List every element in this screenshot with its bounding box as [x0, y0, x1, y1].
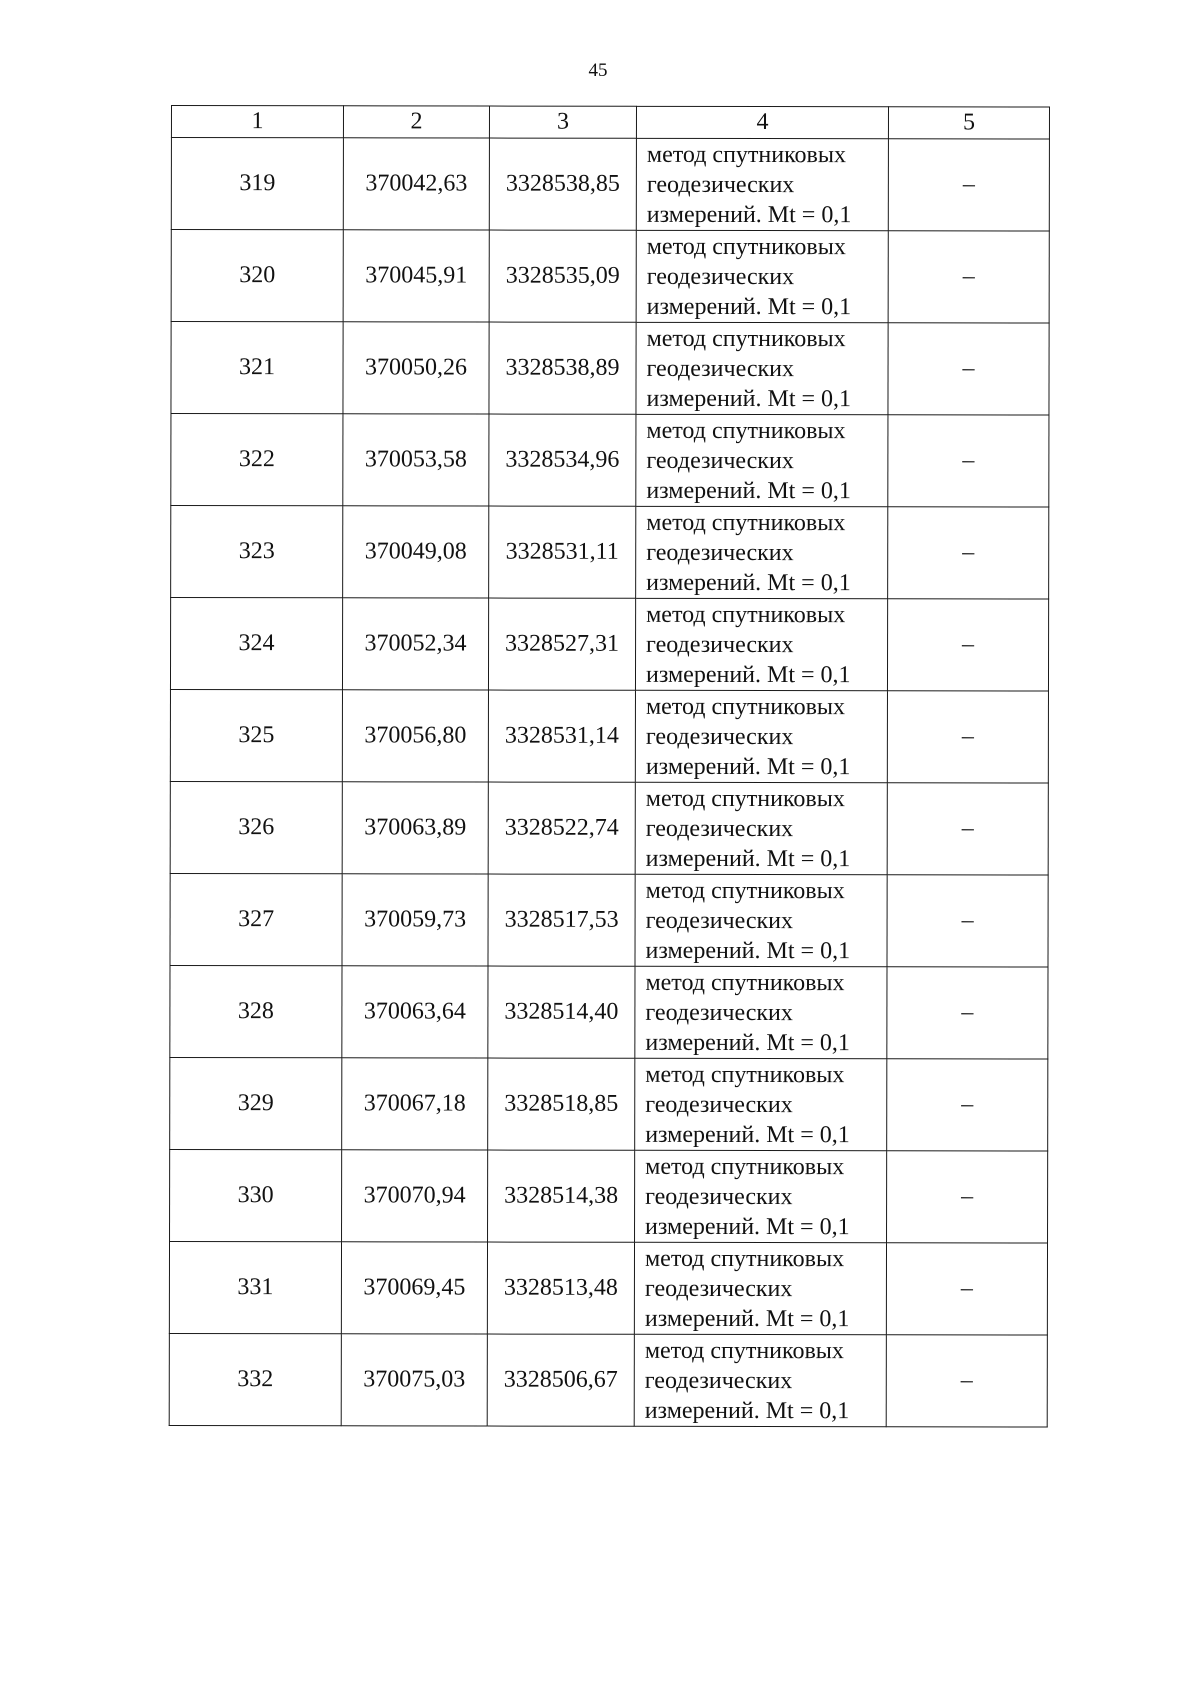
method-line: метод спутниковых — [644, 1245, 845, 1272]
table-row — [169, 1241, 1047, 1335]
x-coordinate-cell: 370056,80 — [342, 690, 488, 782]
table-row — [171, 322, 1049, 416]
method-line: измерений. Mt = 0,1 — [646, 293, 852, 320]
x-coordinate-cell: 370052,34 — [342, 598, 488, 690]
header-cell-4: 4 — [636, 106, 888, 138]
method-line: измерений. Mt = 0,1 — [645, 753, 851, 780]
point-number-cell: 328 — [170, 965, 342, 1057]
note-cell: – — [888, 323, 1049, 415]
x-coordinate-cell: 370042,63 — [343, 138, 489, 230]
y-coordinate-cell: 3328506,67 — [487, 1334, 634, 1426]
y-coordinate-cell: 3328522,74 — [488, 782, 635, 874]
table-row — [171, 138, 1049, 232]
note-cell: – — [887, 691, 1048, 783]
method-cell — [636, 506, 888, 598]
table-row — [170, 598, 1048, 692]
y-coordinate-cell: 3328518,85 — [488, 1058, 635, 1150]
point-number-cell: 319 — [171, 138, 343, 230]
method-cell — [635, 690, 887, 782]
header-cell-2: 2 — [343, 106, 489, 138]
method-line: геодезических — [645, 1183, 793, 1210]
x-coordinate-cell: 370069,45 — [341, 1242, 487, 1334]
point-number-cell: 326 — [170, 781, 342, 873]
method-line: метод спутниковых — [645, 693, 846, 720]
page-number: 45 — [588, 60, 608, 81]
method-line: измерений. Mt = 0,1 — [646, 385, 852, 412]
table-row — [170, 1057, 1048, 1151]
method-line: геодезических — [645, 815, 794, 842]
x-coordinate-cell: 370050,26 — [343, 322, 489, 414]
note-cell: – — [887, 1151, 1048, 1243]
method-cell — [635, 1058, 887, 1150]
table-row — [171, 414, 1049, 508]
point-number-cell: 332 — [169, 1333, 341, 1425]
note-cell: – — [888, 139, 1049, 231]
point-number-cell: 329 — [170, 1057, 342, 1149]
table-row — [171, 230, 1049, 324]
coordinates-table — [169, 105, 1050, 1428]
method-line: измерений. Mt = 0,1 — [644, 1305, 850, 1332]
note-cell: – — [886, 1335, 1047, 1427]
method-line: геодезических — [646, 447, 794, 474]
table-row — [169, 1333, 1047, 1427]
method-line: метод спутниковых — [645, 1061, 845, 1088]
table-row — [170, 873, 1048, 967]
y-coordinate-cell: 3328538,89 — [489, 322, 636, 414]
method-line: измерений. Mt = 0,1 — [645, 1029, 850, 1056]
method-line: геодезических — [646, 355, 795, 382]
y-coordinate-cell: 3328535,09 — [489, 230, 636, 322]
method-line: геодезических — [646, 539, 794, 566]
table-header-row — [171, 106, 1049, 140]
method-cell — [635, 1150, 887, 1242]
header-cell-1: 1 — [171, 106, 343, 138]
y-coordinate-cell: 3328538,85 — [489, 138, 636, 230]
header-cell-5: 5 — [888, 107, 1049, 139]
method-line: геодезических — [645, 907, 794, 934]
method-cell — [636, 230, 888, 322]
y-coordinate-cell: 3328531,14 — [488, 690, 635, 782]
y-coordinate-cell: 3328534,96 — [489, 414, 636, 506]
method-line: геодезических — [645, 723, 794, 750]
note-cell: – — [887, 875, 1048, 967]
y-coordinate-cell: 3328517,53 — [488, 874, 635, 966]
method-line: геодезических — [646, 171, 795, 198]
method-cell — [635, 598, 887, 690]
note-cell: – — [887, 1059, 1048, 1151]
y-coordinate-cell: 3328531,11 — [489, 506, 636, 598]
x-coordinate-cell: 370045,91 — [343, 230, 489, 322]
method-line: измерений. Mt = 0,1 — [646, 569, 851, 596]
method-line: измерений. Mt = 0,1 — [645, 845, 851, 872]
note-cell: – — [888, 507, 1049, 599]
note-cell: – — [887, 967, 1048, 1059]
y-coordinate-cell: 3328514,40 — [488, 966, 635, 1058]
method-cell — [635, 874, 887, 966]
method-line: измерений. Mt = 0,1 — [646, 201, 852, 228]
y-coordinate-cell: 3328513,48 — [487, 1242, 634, 1334]
method-cell — [635, 966, 887, 1058]
method-cell — [634, 1242, 886, 1334]
method-line: измерений. Mt = 0,1 — [646, 477, 851, 504]
method-line: метод спутниковых — [645, 877, 845, 904]
x-coordinate-cell: 370070,94 — [342, 1150, 488, 1242]
method-line: измерений. Mt = 0,1 — [645, 937, 851, 964]
point-number-cell: 331 — [169, 1241, 341, 1333]
method-cell — [634, 1334, 886, 1426]
method-line: метод спутниковых — [644, 1337, 844, 1364]
point-number-cell: 325 — [170, 690, 342, 782]
method-cell — [636, 322, 888, 414]
x-coordinate-cell: 370063,64 — [342, 966, 488, 1058]
method-cell — [636, 138, 888, 230]
note-cell: – — [887, 783, 1048, 875]
method-line: геодезических — [644, 1367, 793, 1394]
note-cell: – — [886, 1243, 1047, 1335]
header-cell-3: 3 — [489, 106, 636, 138]
point-number-cell: 320 — [171, 230, 343, 322]
method-line: метод спутниковых — [646, 417, 846, 444]
note-cell: – — [887, 599, 1048, 691]
method-line: метод спутниковых — [646, 141, 847, 168]
table-row — [171, 506, 1049, 600]
method-line: метод спутниковых — [646, 325, 846, 352]
method-line: геодезических — [645, 1091, 793, 1118]
method-cell — [635, 782, 887, 874]
x-coordinate-cell: 370059,73 — [342, 874, 488, 966]
point-number-cell: 330 — [170, 1149, 342, 1241]
method-line: измерений. Mt = 0,1 — [644, 1397, 850, 1424]
x-coordinate-cell: 370063,89 — [342, 782, 488, 874]
x-coordinate-cell: 370075,03 — [341, 1334, 487, 1426]
table-row — [170, 781, 1048, 875]
note-cell: – — [888, 415, 1049, 507]
point-number-cell: 322 — [171, 414, 343, 506]
method-line: метод спутниковых — [645, 969, 845, 996]
table-body — [169, 106, 1049, 1428]
point-number-cell: 324 — [170, 598, 342, 690]
method-line: метод спутниковых — [646, 509, 846, 536]
x-coordinate-cell: 370053,58 — [343, 414, 489, 506]
method-line: метод спутниковых — [646, 233, 846, 260]
method-line: геодезических — [646, 631, 794, 658]
note-cell: – — [888, 231, 1049, 323]
x-coordinate-cell: 370049,08 — [343, 506, 489, 598]
table-row — [170, 690, 1048, 784]
method-line: метод спутниковых — [646, 601, 846, 628]
y-coordinate-cell: 3328527,31 — [488, 598, 635, 690]
point-number-cell: 327 — [170, 873, 342, 965]
method-line: метод спутниковых — [645, 1153, 845, 1180]
method-cell — [636, 414, 888, 506]
table-row — [170, 965, 1048, 1059]
method-line: геодезических — [646, 263, 795, 290]
method-line: метод спутниковых — [645, 785, 845, 812]
method-line: измерений. Mt = 0,1 — [645, 661, 851, 688]
point-number-cell: 323 — [171, 506, 343, 598]
table-row — [170, 1149, 1048, 1243]
method-line: геодезических — [644, 1275, 793, 1302]
method-line: измерений. Mt = 0,1 — [645, 1121, 850, 1148]
method-line: измерений. Mt = 0,1 — [645, 1213, 850, 1240]
y-coordinate-cell: 3328514,38 — [488, 1150, 635, 1242]
method-line: геодезических — [645, 999, 793, 1026]
x-coordinate-cell: 370067,18 — [342, 1058, 488, 1150]
point-number-cell: 321 — [171, 322, 343, 414]
